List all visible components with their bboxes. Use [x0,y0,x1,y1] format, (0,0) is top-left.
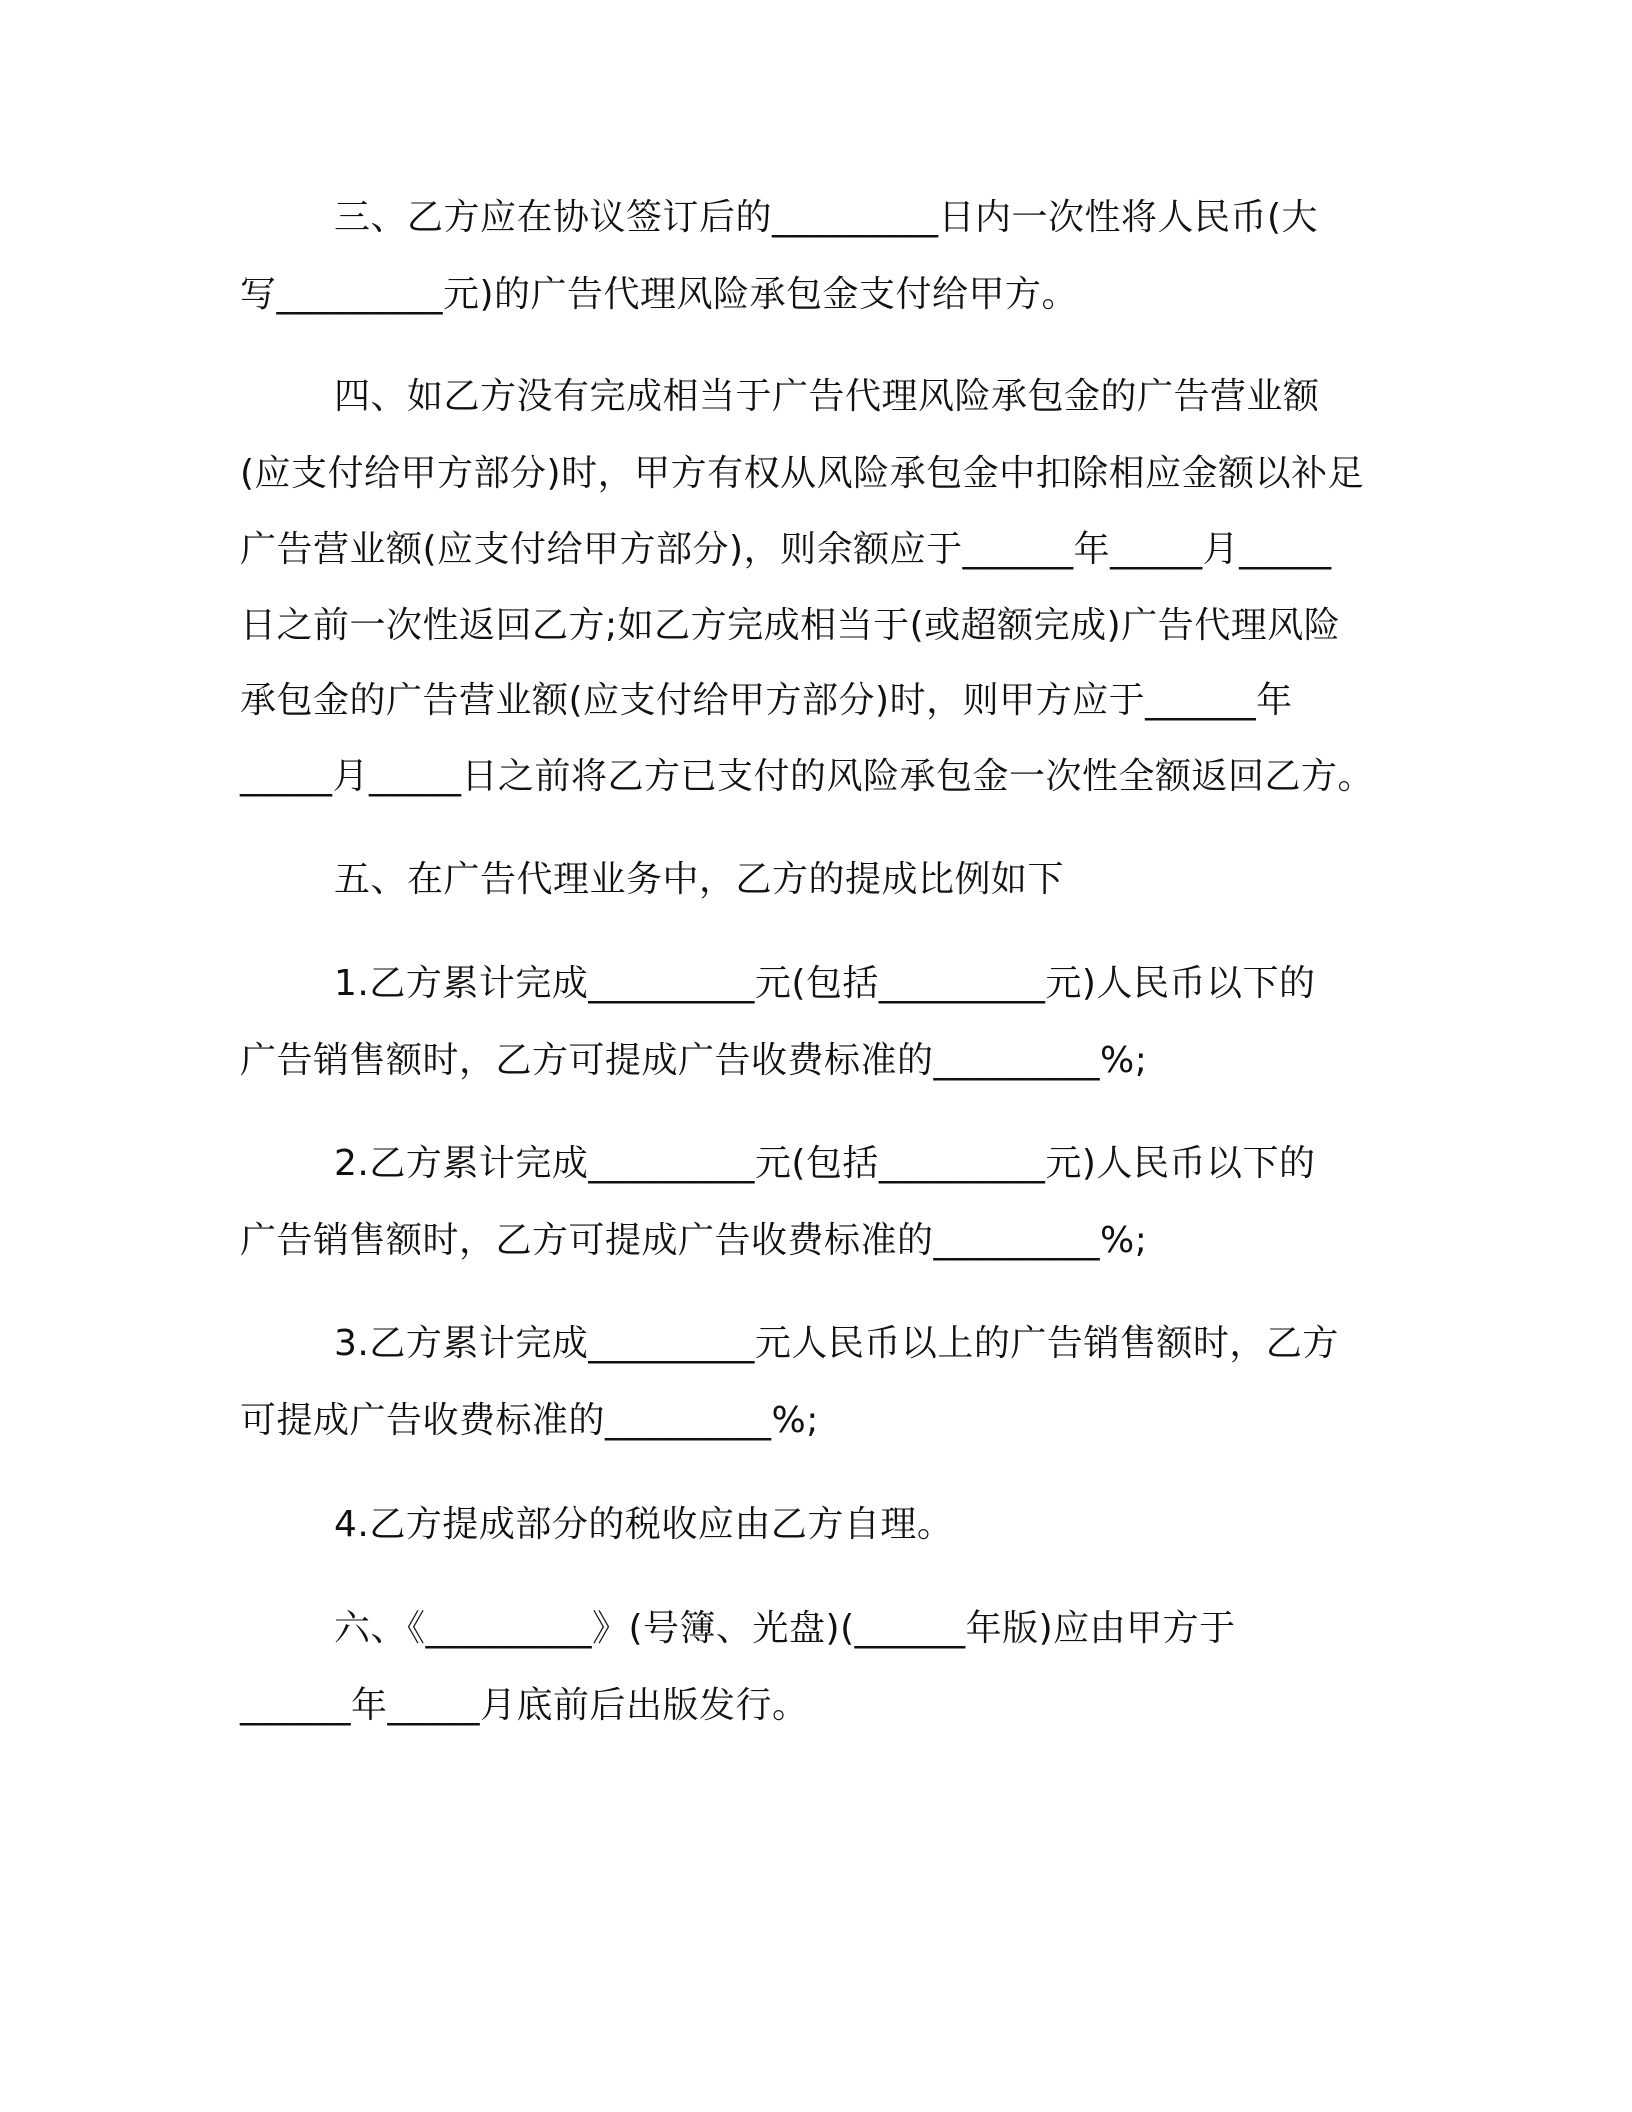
clause-3-line-2: 写_________元)的广告代理风险承包金支付给甲方。 [240,274,1079,315]
clause-4-line-3: 广告营业额(应支付给甲方部分)，则余额应于______年_____月_____ [240,529,1332,570]
clause-6-line-2: ______年_____月底前后出版发行。 [240,1685,809,1726]
clause-3-line-1: 三、乙方应在协议签订后的_________日内一次性将人民币(大 [334,197,1319,238]
clause-4-line-5: 承包金的广告营业额(应支付给甲方部分)时，则甲方应于______年 [240,680,1293,721]
clause-4-line-4: 日之前一次性返回乙方;如乙方完成相当于(或超额完成)广告代理风险 [240,605,1341,646]
item-1-line-2: 广告销售额时，乙方可提成广告收费标准的_________%; [240,1040,1148,1081]
item-4-line-1: 4.乙方提成部分的税收应由乙方自理。 [334,1504,954,1545]
item-3-line-1: 3.乙方累计完成_________元人民币以上的广告销售额时，乙方 [334,1323,1339,1364]
clause-6-line-1: 六、《_________》(号簿、光盘)(______年版)应由甲方于 [334,1608,1236,1649]
item-3-line-2: 可提成广告收费标准的_________%; [240,1400,819,1441]
item-1-line-1: 1.乙方累计完成_________元(包括_________元)人民币以下的 [334,963,1316,1004]
clause-4-line-2: (应支付给甲方部分)时，甲方有权从风险承包金中扣除相应金额以补足 [240,453,1365,494]
item-2-line-1: 2.乙方累计完成_________元(包括_________元)人民币以下的 [334,1143,1316,1184]
clause-4-line-6: _____月_____日之前将乙方已支付的风险承包金一次性全额返回乙方。 [240,756,1375,797]
clause-4-line-1: 四、如乙方没有完成相当于广告代理风险承包金的广告营业额 [334,376,1320,417]
clause-5-heading: 五、在广告代理业务中，乙方的提成比例如下 [334,859,1065,900]
item-2-line-2: 广告销售额时，乙方可提成广告收费标准的_________%; [240,1220,1148,1261]
